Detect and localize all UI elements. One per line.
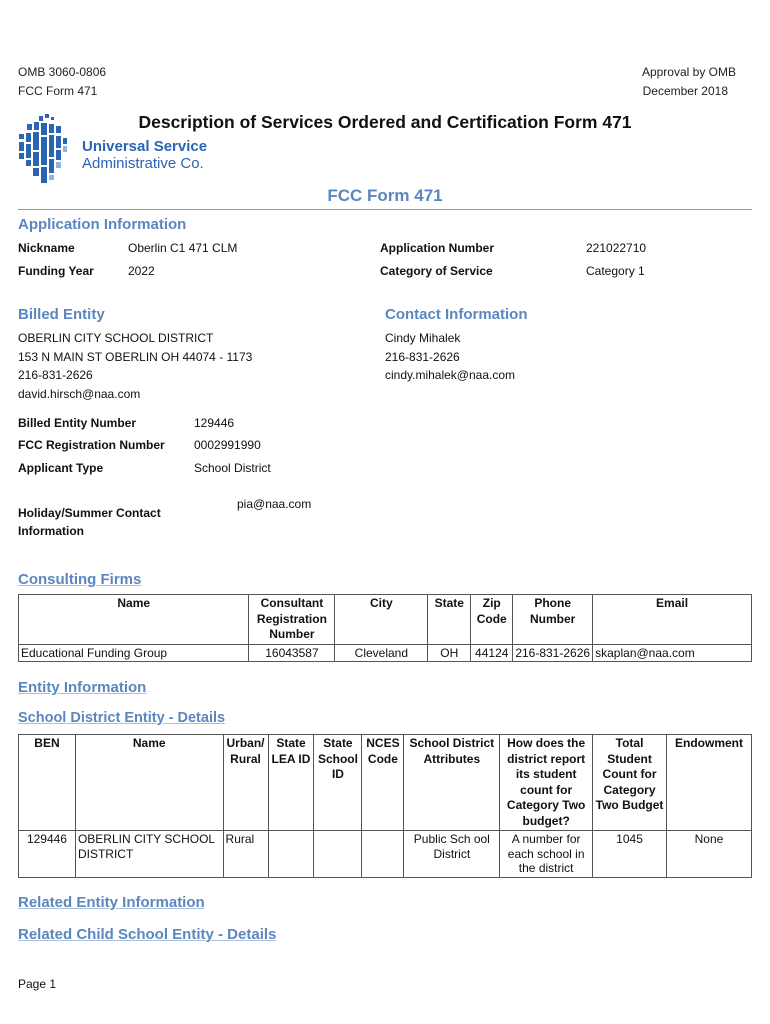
ben-label: Billed Entity Number bbox=[18, 416, 137, 430]
approval-date: December 2018 bbox=[642, 84, 728, 98]
applicant-type-label: Applicant Type bbox=[18, 461, 104, 475]
application-number-value: 221022710 bbox=[586, 241, 647, 255]
logo-line-1: Universal Service bbox=[82, 138, 208, 155]
applicant-type-value: School District bbox=[194, 461, 271, 475]
consulting-firms-heading: Consulting Firms bbox=[18, 571, 142, 588]
related-entity-heading: Related Entity Information bbox=[18, 894, 205, 911]
document-title: Description of Services Ordered and Certification Form 471 bbox=[138, 112, 632, 132]
ben-value: 129446 bbox=[194, 416, 235, 430]
billed-entity-name: OBERLIN CITY SCHOOL DISTRICT bbox=[18, 331, 214, 345]
logo-line-2: Administrative Co. bbox=[82, 155, 204, 172]
cell-zip: 44124 bbox=[471, 644, 513, 662]
application-info-heading: Application Information bbox=[18, 216, 187, 233]
nickname-label: Nickname bbox=[18, 241, 75, 255]
application-number-label: Application Number bbox=[380, 241, 495, 255]
billed-entity-heading: Billed Entity bbox=[18, 306, 105, 323]
cell-total-student-count: 1045 bbox=[593, 831, 667, 878]
approval-label: Approval by OMB bbox=[641, 65, 736, 79]
table-row bbox=[19, 831, 752, 878]
entity-header-row bbox=[19, 735, 752, 831]
title-divider bbox=[18, 209, 752, 210]
cell-district-attributes: Public Sch ool District bbox=[404, 831, 500, 878]
category-label: Category of Service bbox=[380, 264, 493, 278]
fcc-registration-label: FCC Registration Number bbox=[18, 438, 165, 452]
cell-student-count-method: A number for each school in the district bbox=[500, 831, 593, 878]
holiday-contact-label-2: Information bbox=[18, 524, 84, 538]
col-ben: BEN bbox=[19, 735, 76, 831]
col-entity-name: Name bbox=[75, 735, 223, 831]
cell-state-lea-id bbox=[268, 831, 314, 878]
form-title: FCC Form 471 bbox=[327, 186, 443, 205]
cell-state: OH bbox=[428, 644, 471, 662]
school-district-table bbox=[18, 734, 752, 878]
consulting-header-row bbox=[19, 595, 752, 645]
col-urban-rural: Urban/ Rural bbox=[223, 735, 268, 831]
contact-info-heading: Contact Information bbox=[385, 306, 528, 323]
cell-state-school-id bbox=[314, 831, 362, 878]
billed-entity-phone: 216-831-2626 bbox=[18, 368, 93, 382]
col-phone: Phone Number bbox=[513, 595, 593, 645]
col-total-student-count: Total Student Count for Category Two Budget bbox=[593, 735, 667, 831]
related-child-heading: Related Child School Entity - Details bbox=[18, 926, 277, 943]
omb-number: OMB 3060-0806 bbox=[18, 65, 107, 79]
nickname-value: Oberlin C1 471 CLM bbox=[128, 241, 238, 255]
cell-email: skaplan@naa.com bbox=[593, 644, 752, 662]
cell-endowment: None bbox=[666, 831, 751, 878]
col-name: Name bbox=[19, 595, 249, 645]
col-district-attributes: School District Attributes bbox=[404, 735, 500, 831]
col-endowment: Endowment bbox=[666, 735, 751, 831]
col-state: State bbox=[428, 595, 471, 645]
form-label: FCC Form 471 bbox=[18, 84, 98, 98]
fcc-registration-value: 0002991990 bbox=[194, 438, 261, 452]
cell-registration: 16043587 bbox=[249, 644, 335, 662]
cell-name: Educational Funding Group bbox=[19, 644, 249, 662]
contact-phone: 216-831-2626 bbox=[385, 350, 460, 364]
school-district-heading: School District Entity - Details bbox=[18, 710, 226, 726]
billed-entity-address: 153 N MAIN ST OBERLIN OH 44074 - 1173 bbox=[18, 350, 253, 364]
col-state-school-id: State School ID bbox=[314, 735, 362, 831]
consulting-firms-table bbox=[18, 594, 752, 662]
category-value: Category 1 bbox=[586, 264, 645, 278]
cell-nces-code bbox=[362, 831, 404, 878]
col-zip: Zip Code bbox=[471, 595, 513, 645]
table-row bbox=[19, 644, 752, 662]
cell-urban-rural: Rural bbox=[223, 831, 268, 878]
page-number: Page 1 bbox=[18, 977, 57, 991]
col-state-lea-id: State LEA ID bbox=[268, 735, 314, 831]
cell-entity-name: OBERLIN CITY SCHOOL DISTRICT bbox=[75, 831, 223, 878]
cell-city: Cleveland bbox=[335, 644, 428, 662]
cell-phone: 216-831-2626 bbox=[513, 644, 593, 662]
col-student-count-method: How does the district report its student count for Category Two budget? bbox=[500, 735, 593, 831]
funding-year-label: Funding Year bbox=[18, 264, 94, 278]
contact-email: cindy.mihalek@naa.com bbox=[385, 368, 516, 382]
contact-name: Cindy Mihalek bbox=[385, 331, 461, 345]
usac-logo-text bbox=[82, 138, 207, 172]
holiday-contact-email: pia@naa.com bbox=[237, 497, 312, 511]
holiday-contact-label: Holiday/Summer Contact bbox=[18, 506, 161, 520]
col-nces-code: NCES Code bbox=[362, 735, 404, 831]
funding-year-value: 2022 bbox=[128, 264, 155, 278]
entity-info-heading: Entity Information bbox=[18, 679, 147, 696]
col-registration: Consultant Registration Number bbox=[249, 595, 335, 645]
col-city: City bbox=[335, 595, 428, 645]
cell-ben: 129446 bbox=[19, 831, 76, 878]
col-email: Email bbox=[593, 595, 752, 645]
billed-entity-email: david.hirsch@naa.com bbox=[18, 387, 141, 401]
